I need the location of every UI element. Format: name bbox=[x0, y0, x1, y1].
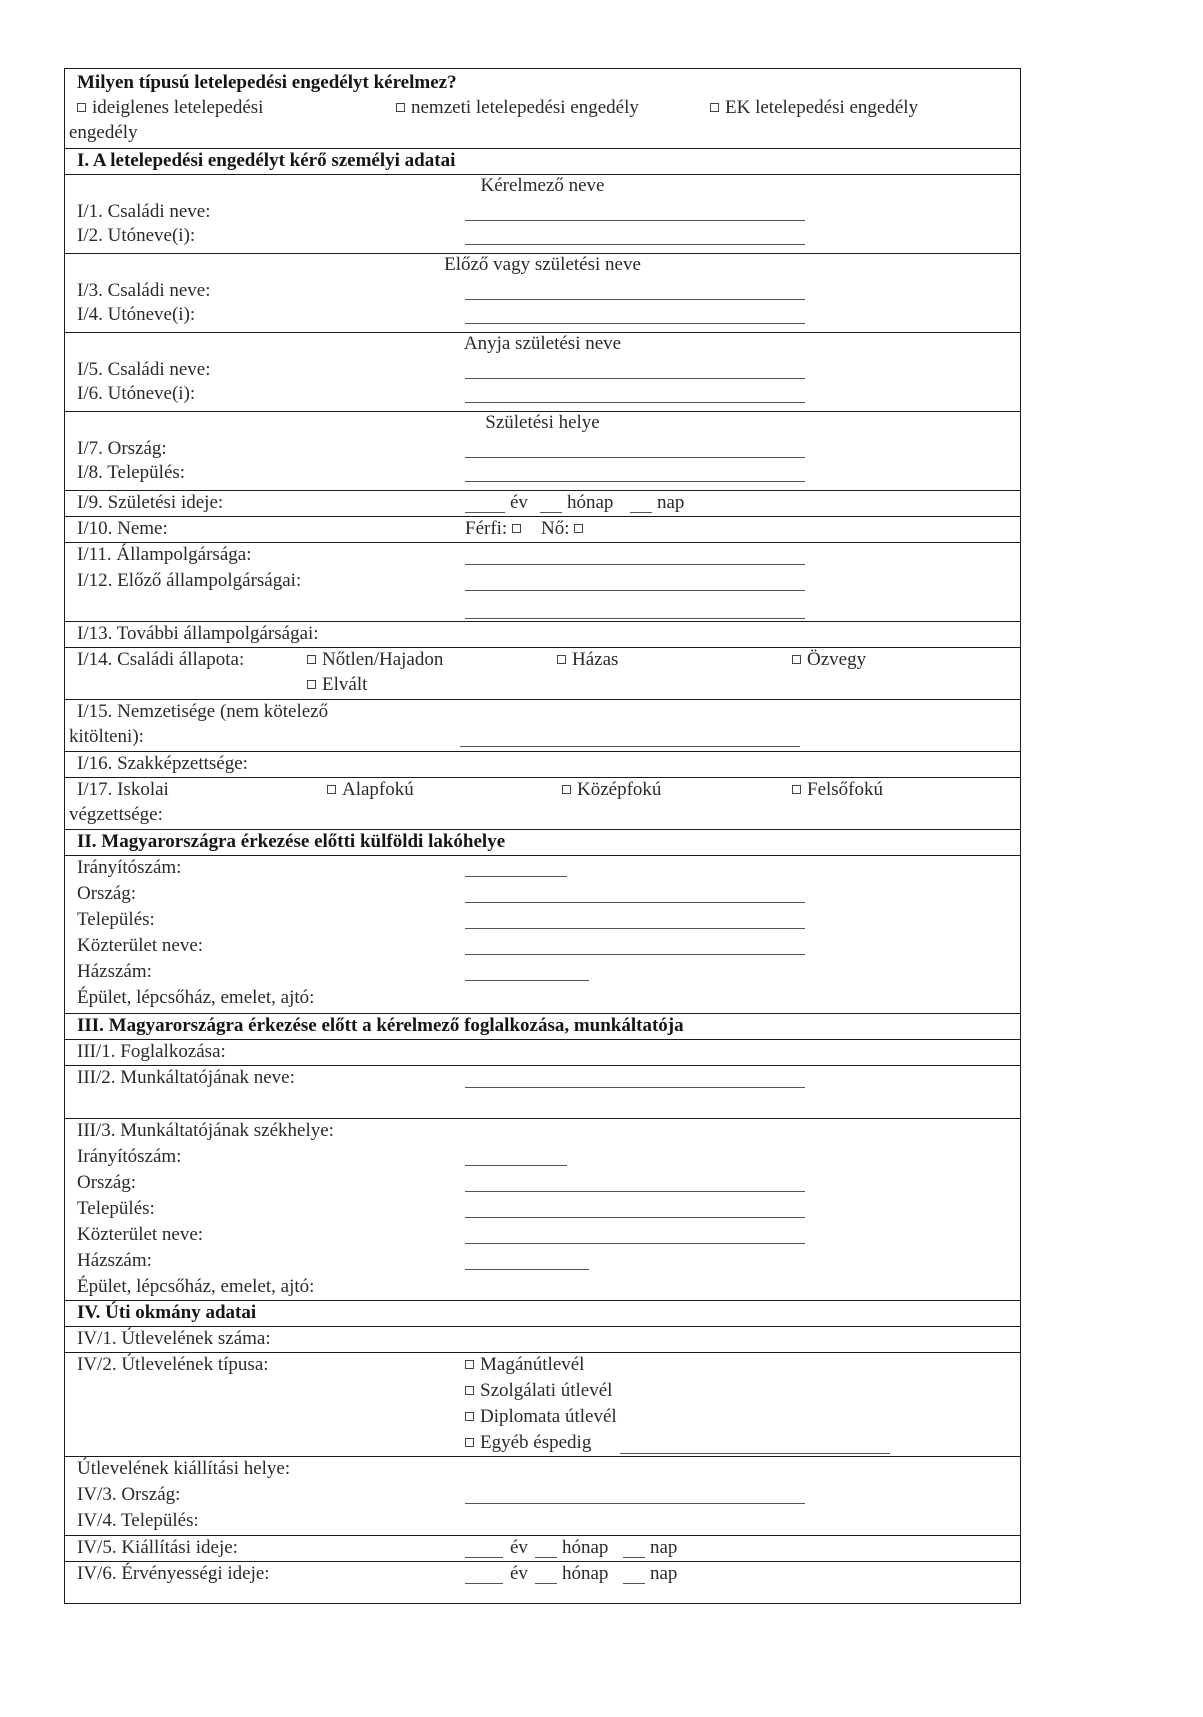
input-i7[interactable] bbox=[465, 457, 805, 458]
unit-month: hónap bbox=[562, 1537, 609, 1558]
input-i1[interactable] bbox=[465, 220, 805, 221]
label-i17-cont: végzettsége: bbox=[69, 804, 163, 825]
label-street: Közterület neve: bbox=[77, 935, 204, 956]
input-issue-day[interactable] bbox=[623, 1557, 645, 1558]
input-i3[interactable] bbox=[465, 299, 805, 300]
input-i5[interactable] bbox=[465, 378, 805, 379]
permit-type-section bbox=[65, 69, 1020, 149]
option-secondary[interactable]: Középfokú bbox=[562, 778, 661, 802]
previous-name-block bbox=[65, 253, 1020, 333]
label-i2: I/2. Utóneve(i): bbox=[77, 225, 196, 246]
checkbox-icon[interactable] bbox=[327, 785, 336, 794]
caption-birthplace: Születési helye bbox=[485, 412, 600, 433]
option-service-passport[interactable]: Szolgálati útlevél bbox=[465, 1379, 612, 1403]
label-city: Település: bbox=[77, 909, 155, 930]
section-4-header bbox=[65, 1300, 1020, 1327]
label-country: Ország: bbox=[77, 883, 137, 904]
caption-previous-name: Előző vagy születési neve bbox=[444, 254, 641, 275]
section-3-title: III. Magyarországra érkezése előtt a kérelmező foglalkozása, munkáltatója bbox=[77, 1015, 684, 1036]
label-i12: I/12. Előző állampolgárságai: bbox=[77, 570, 302, 591]
input-valid-year[interactable] bbox=[465, 1583, 503, 1584]
input-issue-year[interactable] bbox=[465, 1557, 503, 1558]
unit-month: hónap bbox=[567, 492, 614, 513]
row-i14 bbox=[65, 647, 1020, 700]
permit-type-question: Milyen típusú letelepedési engedélyt kérelmez? bbox=[77, 72, 457, 93]
row-i17 bbox=[65, 777, 1020, 830]
option-higher[interactable]: Felsőfokú bbox=[792, 778, 883, 802]
employer-address-block bbox=[65, 1118, 1020, 1301]
unit-month: hónap bbox=[562, 1563, 609, 1584]
input-emp-house[interactable] bbox=[465, 1269, 589, 1270]
label-iv2: IV/2. Útlevelének típusa: bbox=[77, 1354, 269, 1375]
label-i1: I/1. Családi neve: bbox=[77, 201, 211, 222]
foreign-address-block bbox=[65, 855, 1020, 1014]
row-iv1 bbox=[65, 1326, 1020, 1353]
row-i16 bbox=[65, 751, 1020, 778]
checkbox-icon[interactable] bbox=[465, 1386, 474, 1395]
option-other-passport[interactable]: Egyéb éspedig bbox=[465, 1431, 591, 1455]
row-i10 bbox=[65, 516, 1020, 543]
row-i12 bbox=[65, 568, 1020, 622]
section-2-title: II. Magyarországra érkezése előtti külföldi lakóhelye bbox=[77, 831, 506, 852]
input-valid-day[interactable] bbox=[623, 1583, 645, 1584]
input-issue-month[interactable] bbox=[535, 1557, 557, 1558]
label-iv6: IV/6. Érvényességi ideje: bbox=[77, 1563, 270, 1584]
row-iv2 bbox=[65, 1352, 1020, 1457]
input-i12-extra[interactable] bbox=[465, 618, 805, 619]
option-primary[interactable]: Alapfokú bbox=[327, 778, 414, 802]
input-birth-day[interactable] bbox=[630, 512, 652, 513]
checkbox-icon[interactable] bbox=[792, 785, 801, 794]
label-i11: I/11. Állampolgársága: bbox=[77, 544, 252, 565]
option-private-passport[interactable]: Magánútlevél bbox=[465, 1353, 584, 1377]
label-i17: I/17. Iskolai bbox=[77, 779, 169, 800]
option-ek[interactable]: EK letelepedési engedély bbox=[710, 96, 918, 120]
label-emp-house: Házszám: bbox=[77, 1250, 152, 1271]
option-diplomatic-passport[interactable]: Diplomata útlevél bbox=[465, 1405, 617, 1429]
option-national[interactable]: nemzeti letelepedési engedély bbox=[396, 96, 639, 120]
row-i9 bbox=[65, 490, 1020, 517]
checkbox-icon[interactable] bbox=[792, 655, 801, 664]
label-emp-building: Épület, lépcsőház, emelet, ajtó: bbox=[77, 1276, 315, 1297]
label-i4: I/4. Utóneve(i): bbox=[77, 304, 196, 325]
row-i13 bbox=[65, 621, 1020, 648]
input-i6[interactable] bbox=[465, 402, 805, 403]
checkbox-icon[interactable] bbox=[307, 655, 316, 664]
checkbox-icon[interactable] bbox=[710, 103, 719, 112]
input-zip[interactable] bbox=[465, 876, 567, 877]
input-emp-city[interactable] bbox=[465, 1217, 805, 1218]
label-i8: I/8. Település: bbox=[77, 462, 186, 483]
label-i13: I/13. További állampolgárságai: bbox=[77, 623, 319, 644]
label-i14: I/14. Családi állapota: bbox=[77, 649, 245, 670]
input-i8[interactable] bbox=[465, 481, 805, 482]
label-emp-city: Település: bbox=[77, 1198, 155, 1219]
input-emp-street[interactable] bbox=[465, 1243, 805, 1244]
label-i7: I/7. Ország: bbox=[77, 438, 167, 459]
section-2-header bbox=[65, 829, 1020, 856]
checkbox-icon[interactable] bbox=[307, 680, 316, 689]
input-country[interactable] bbox=[465, 902, 805, 903]
unit-year: év bbox=[510, 492, 528, 513]
birthplace-block bbox=[65, 411, 1020, 491]
label-iv4: IV/4. Település: bbox=[77, 1510, 199, 1531]
label-iii1: III/1. Foglalkozása: bbox=[77, 1041, 226, 1062]
input-birth-month[interactable] bbox=[540, 512, 562, 513]
label-iv5: IV/5. Kiállítási ideje: bbox=[77, 1537, 238, 1558]
label-house: Házszám: bbox=[77, 961, 152, 982]
label-iii2: III/2. Munkáltatójának neve: bbox=[77, 1067, 295, 1088]
option-married[interactable]: Házas bbox=[557, 648, 618, 672]
label-building: Épület, lépcsőház, emelet, ajtó: bbox=[77, 987, 315, 1008]
input-i4[interactable] bbox=[465, 323, 805, 324]
input-emp-zip[interactable] bbox=[465, 1165, 567, 1166]
input-street[interactable] bbox=[465, 954, 805, 955]
caption-applicant-name: Kérelmező neve bbox=[480, 175, 605, 196]
input-birth-year[interactable] bbox=[465, 512, 505, 513]
checkbox-icon[interactable] bbox=[465, 1412, 474, 1421]
input-emp-country[interactable] bbox=[465, 1191, 805, 1192]
label-zip: Irányítószám: bbox=[77, 857, 182, 878]
row-i15 bbox=[65, 699, 1020, 752]
option-temporary[interactable]: ideiglenes letelepedési bbox=[77, 96, 263, 120]
label-i3: I/3. Családi neve: bbox=[77, 280, 211, 301]
section-3-header bbox=[65, 1013, 1020, 1040]
label-i15: I/15. Nemzetisége (nem kötelező bbox=[77, 701, 329, 722]
checkbox-icon[interactable] bbox=[512, 524, 521, 533]
row-iv5 bbox=[65, 1535, 1020, 1562]
checkbox-icon[interactable] bbox=[562, 785, 571, 794]
input-valid-month[interactable] bbox=[535, 1583, 557, 1584]
label-emp-country: Ország: bbox=[77, 1172, 137, 1193]
input-iii2[interactable] bbox=[465, 1087, 805, 1088]
option-widowed[interactable]: Özvegy bbox=[792, 648, 866, 672]
section-1-title: I. A letelepedési engedélyt kérő személyi adatai bbox=[77, 150, 456, 171]
input-iv3[interactable] bbox=[465, 1503, 805, 1504]
input-i12[interactable] bbox=[465, 590, 805, 591]
option-temporary-cont: engedély bbox=[69, 122, 138, 143]
input-i15[interactable] bbox=[460, 746, 800, 747]
input-house[interactable] bbox=[465, 980, 589, 981]
label-i6: I/6. Utóneve(i): bbox=[77, 383, 196, 404]
input-i2[interactable] bbox=[465, 244, 805, 245]
label-i15-cont: kitölteni): bbox=[69, 726, 144, 747]
unit-day: nap bbox=[657, 492, 685, 513]
input-other-passport[interactable] bbox=[620, 1453, 890, 1454]
label-i16: I/16. Szakképzettsége: bbox=[77, 753, 248, 774]
label-i5: I/5. Családi neve: bbox=[77, 359, 211, 380]
applicant-name-block bbox=[65, 174, 1020, 254]
label-emp-street: Közterület neve: bbox=[77, 1224, 204, 1245]
label-i9: I/9. Születési ideje: bbox=[77, 492, 224, 513]
label-iii3: III/3. Munkáltatójának székhelye: bbox=[77, 1120, 334, 1141]
label-emp-zip: Irányítószám: bbox=[77, 1146, 182, 1167]
option-female[interactable]: Nő: bbox=[541, 517, 589, 541]
caption-mother-name: Anyja születési neve bbox=[463, 333, 622, 354]
mother-name-block bbox=[65, 332, 1020, 412]
row-iii2 bbox=[65, 1065, 1020, 1119]
row-iii1 bbox=[65, 1039, 1020, 1066]
checkbox-icon[interactable] bbox=[557, 655, 566, 664]
option-single[interactable]: Nőtlen/Hajadon bbox=[307, 648, 443, 672]
label-issue-place: Útlevelének kiállítási helye: bbox=[77, 1458, 291, 1479]
label-i10: I/10. Neme: bbox=[77, 518, 168, 539]
section-4-title: IV. Úti okmány adatai bbox=[77, 1302, 257, 1323]
label-iv3: IV/3. Ország: bbox=[77, 1484, 181, 1505]
application-form bbox=[64, 68, 1021, 1604]
unit-year: év bbox=[510, 1563, 528, 1584]
unit-day: nap bbox=[650, 1563, 678, 1584]
checkbox-icon[interactable] bbox=[465, 1360, 474, 1369]
input-i11[interactable] bbox=[465, 564, 805, 565]
unit-year: év bbox=[510, 1537, 528, 1558]
label-iv1: IV/1. Útlevelének száma: bbox=[77, 1328, 271, 1349]
checkbox-icon[interactable] bbox=[465, 1438, 474, 1447]
row-iv6 bbox=[65, 1561, 1020, 1587]
option-divorced[interactable]: Elvált bbox=[307, 673, 367, 697]
input-city[interactable] bbox=[465, 928, 805, 929]
unit-day: nap bbox=[650, 1537, 678, 1558]
checkbox-icon[interactable] bbox=[77, 103, 86, 112]
row-i11 bbox=[65, 542, 1020, 568]
checkbox-icon[interactable] bbox=[574, 524, 583, 533]
section-1-header bbox=[65, 148, 1020, 175]
issue-place-block bbox=[65, 1456, 1020, 1536]
option-male[interactable]: Férfi: bbox=[465, 517, 527, 541]
checkbox-icon[interactable] bbox=[396, 103, 405, 112]
